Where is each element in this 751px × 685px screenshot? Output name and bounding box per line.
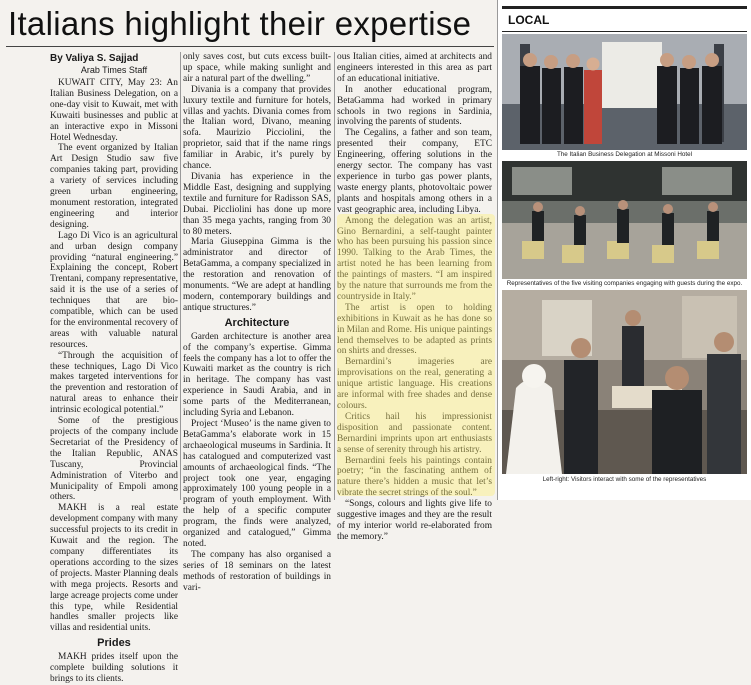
paragraph: Lago Di Vico is an agricultural and urban design company providing “natural engineering.” Explaining the concept, Robert Trentani, company representative, said it is the use of a series of techniques that are bio-compatible, which can be used for the environmental recovery of areas with valuable natural resources.	[50, 230, 178, 350]
paragraph: “Through the acquisition of these techniques, Lago Di Vico makes targeted interventions for the prevention and restoration of natural areas to enhance their intrinsic ecological potential.”	[50, 350, 178, 416]
local-section	[497, 0, 751, 500]
paragraph: “Songs, colours and lights give life to suggestive images and they are the result of my interior world re-elaborated from the memory.”	[337, 499, 492, 542]
section-header	[502, 6, 747, 32]
paragraph: MAKH prides itself upon the complete building solutions it brings to its clients.	[50, 652, 178, 685]
column-divider	[334, 52, 335, 500]
photo-caption: Representatives of the five visiting companies engaging with guests during the expo.	[506, 280, 743, 287]
photo-visitors-interacting	[502, 290, 747, 474]
paragraph: Garden architecture is another area of the company’s expertise. Gimma feels the company has a lot to offer the Kuwaiti market as the country is rich in heritage. The company has vast experience in Saudi Arabia, and in some parts of the Mediterranean, including Syria and Lebanon.	[183, 331, 331, 419]
paragraph: MAKH is a real estate development company with many successful projects to its credit in Kuwait and the region. The company differentiates its operations according to the sizes of projects. Master Planning deals with mega projects. Resorts and large acreage projects come under this type, while Residential handles smaller projects like villas and residential units.	[50, 503, 178, 634]
paragraph: The artist is open to holding exhibitions in Kuwait as he has done so in Milan and Rome. His unique paintings lend themselves to be adapted as prints on shirts and dresses.	[337, 302, 492, 357]
section-label: LOCAL	[508, 13, 550, 27]
paragraph: Bernardini feels his paintings contain poetry; “in the fascinating anthem of nature there’s hidden a music that let’s vibrate the secret strings of the soul.”	[337, 455, 492, 499]
photo-delegation-group	[502, 34, 747, 150]
paragraph: Among the delegation was an artist, Gino Bernardini, a self-taught painter who has been pursuing his passion since 1990. Talking to the Arab Times, the artist noted he has been learning from the paintings of masters. “I am inspired by the nature that surrounds me from the countryside in Italy.”	[337, 215, 492, 302]
paragraph: KUWAIT CITY, May 23: An Italian Business Delegation, on a one-day visit to Kuwait, met with Kuwaiti businesses and public at an interactive expo in Missoni Hotel Wednesday.	[50, 78, 178, 143]
subhead-architecture: Architecture	[224, 316, 290, 329]
byline-credit: Arab Times Staff	[80, 65, 148, 75]
photo-expo-room	[502, 161, 747, 279]
photo-caption: The Italian Business Delegation at Missoni Hotel	[556, 151, 693, 158]
paragraph: In another educational program, BetaGamma had worked in primary schools in two regions in Sardinia, involving the parents of students.	[337, 84, 492, 128]
photo-caption: Left-right: Visitors interact with some of the representatives	[542, 476, 707, 483]
paragraph: The event organized by Italian Art Design Studio saw five companies taking part, providing a variety of services including green urban engineering, monument restoration, integrated engineering and interior designing.	[50, 143, 178, 230]
paragraph: Maria Giuseppina Gimma is the administrator and director of BetaGamma, a company specialized in the restoration and renovation of monuments. “We are adept at handling modern, contemporary buildings and antique structures.”	[183, 237, 331, 313]
paragraph: The Cegalins, a father and son team, presented their company, ETC Engineering, offering solutions in the energy sector. The company has vast experience in turbo gas power plants, waste energy plants, photovoltaic power plants and hospitals among others in a vast geographic area, including Libya.	[337, 128, 492, 215]
paragraph: Divania is a company that provides luxury textile and furniture for hotels, villas and yachts. Divania comes from the Italian word, Divano, meaning sofa. Maurizio Picciolini, the proprietor, said that if the name rings familiar in Arabic, it’s purely by chance.	[183, 84, 331, 172]
article-column-1	[50, 52, 178, 685]
article-column-2	[183, 52, 331, 593]
paragraph: Project ‘Museo’ is the name given to BetaGamma’s elaborate work in 15 archaeological museums in Sardinia. It has catalogued and computerized vast amounts of archaeological finds. “The project took one year, engaging approximately 100 young people in a program of youth employment. With the help of a specific computer program, the finds were analyzed, organized and catalogued,” Gimma noted.	[183, 419, 331, 549]
paragraph: Some of the prestigious projects of the company include Secretariat of the Presidency of the Italian Republic, ANAS Tuscany, Provincial Administration of Viterbo and Municipality of Empoli among others.	[50, 416, 178, 503]
headline: Italians highlight their expertise	[8, 5, 472, 42]
paragraph: Bernardini’s imageries are improvisations on the real, generating a unique artistic language. His creations are informal with free shades and dense colours.	[337, 357, 492, 411]
paragraph: Divania has experience in the Middle East, designing and supplying textile and furniture for Radisson SAS, Dubai. Piccliolini has done up more than 35 mega yachts, ranging from 30 to 80 meters.	[183, 171, 331, 237]
article-column-3	[337, 52, 492, 542]
column-divider	[180, 52, 181, 500]
byline: By Valiya S. Sajjad	[50, 53, 139, 64]
paragraph: The company has also organised a series of 18 seminars on the latest methods of restoration of buildings in vari-	[183, 549, 331, 593]
paragraph: Critics hail his impressionist disposition and passionate content. Bernardini imprints upon art enthusiasts a sense of serenity through his artistry.	[337, 411, 492, 455]
paragraph: only saves cost, but cuts excess built-up space, while making sunlight and air a natural part of the dwelling.”	[183, 52, 331, 84]
subhead-prides: Prides	[97, 637, 131, 650]
paragraph: ous Italian cities, aimed at architects and engineers interested in this area as part of an educational initiative.	[337, 52, 492, 84]
headline-rule	[6, 46, 494, 47]
